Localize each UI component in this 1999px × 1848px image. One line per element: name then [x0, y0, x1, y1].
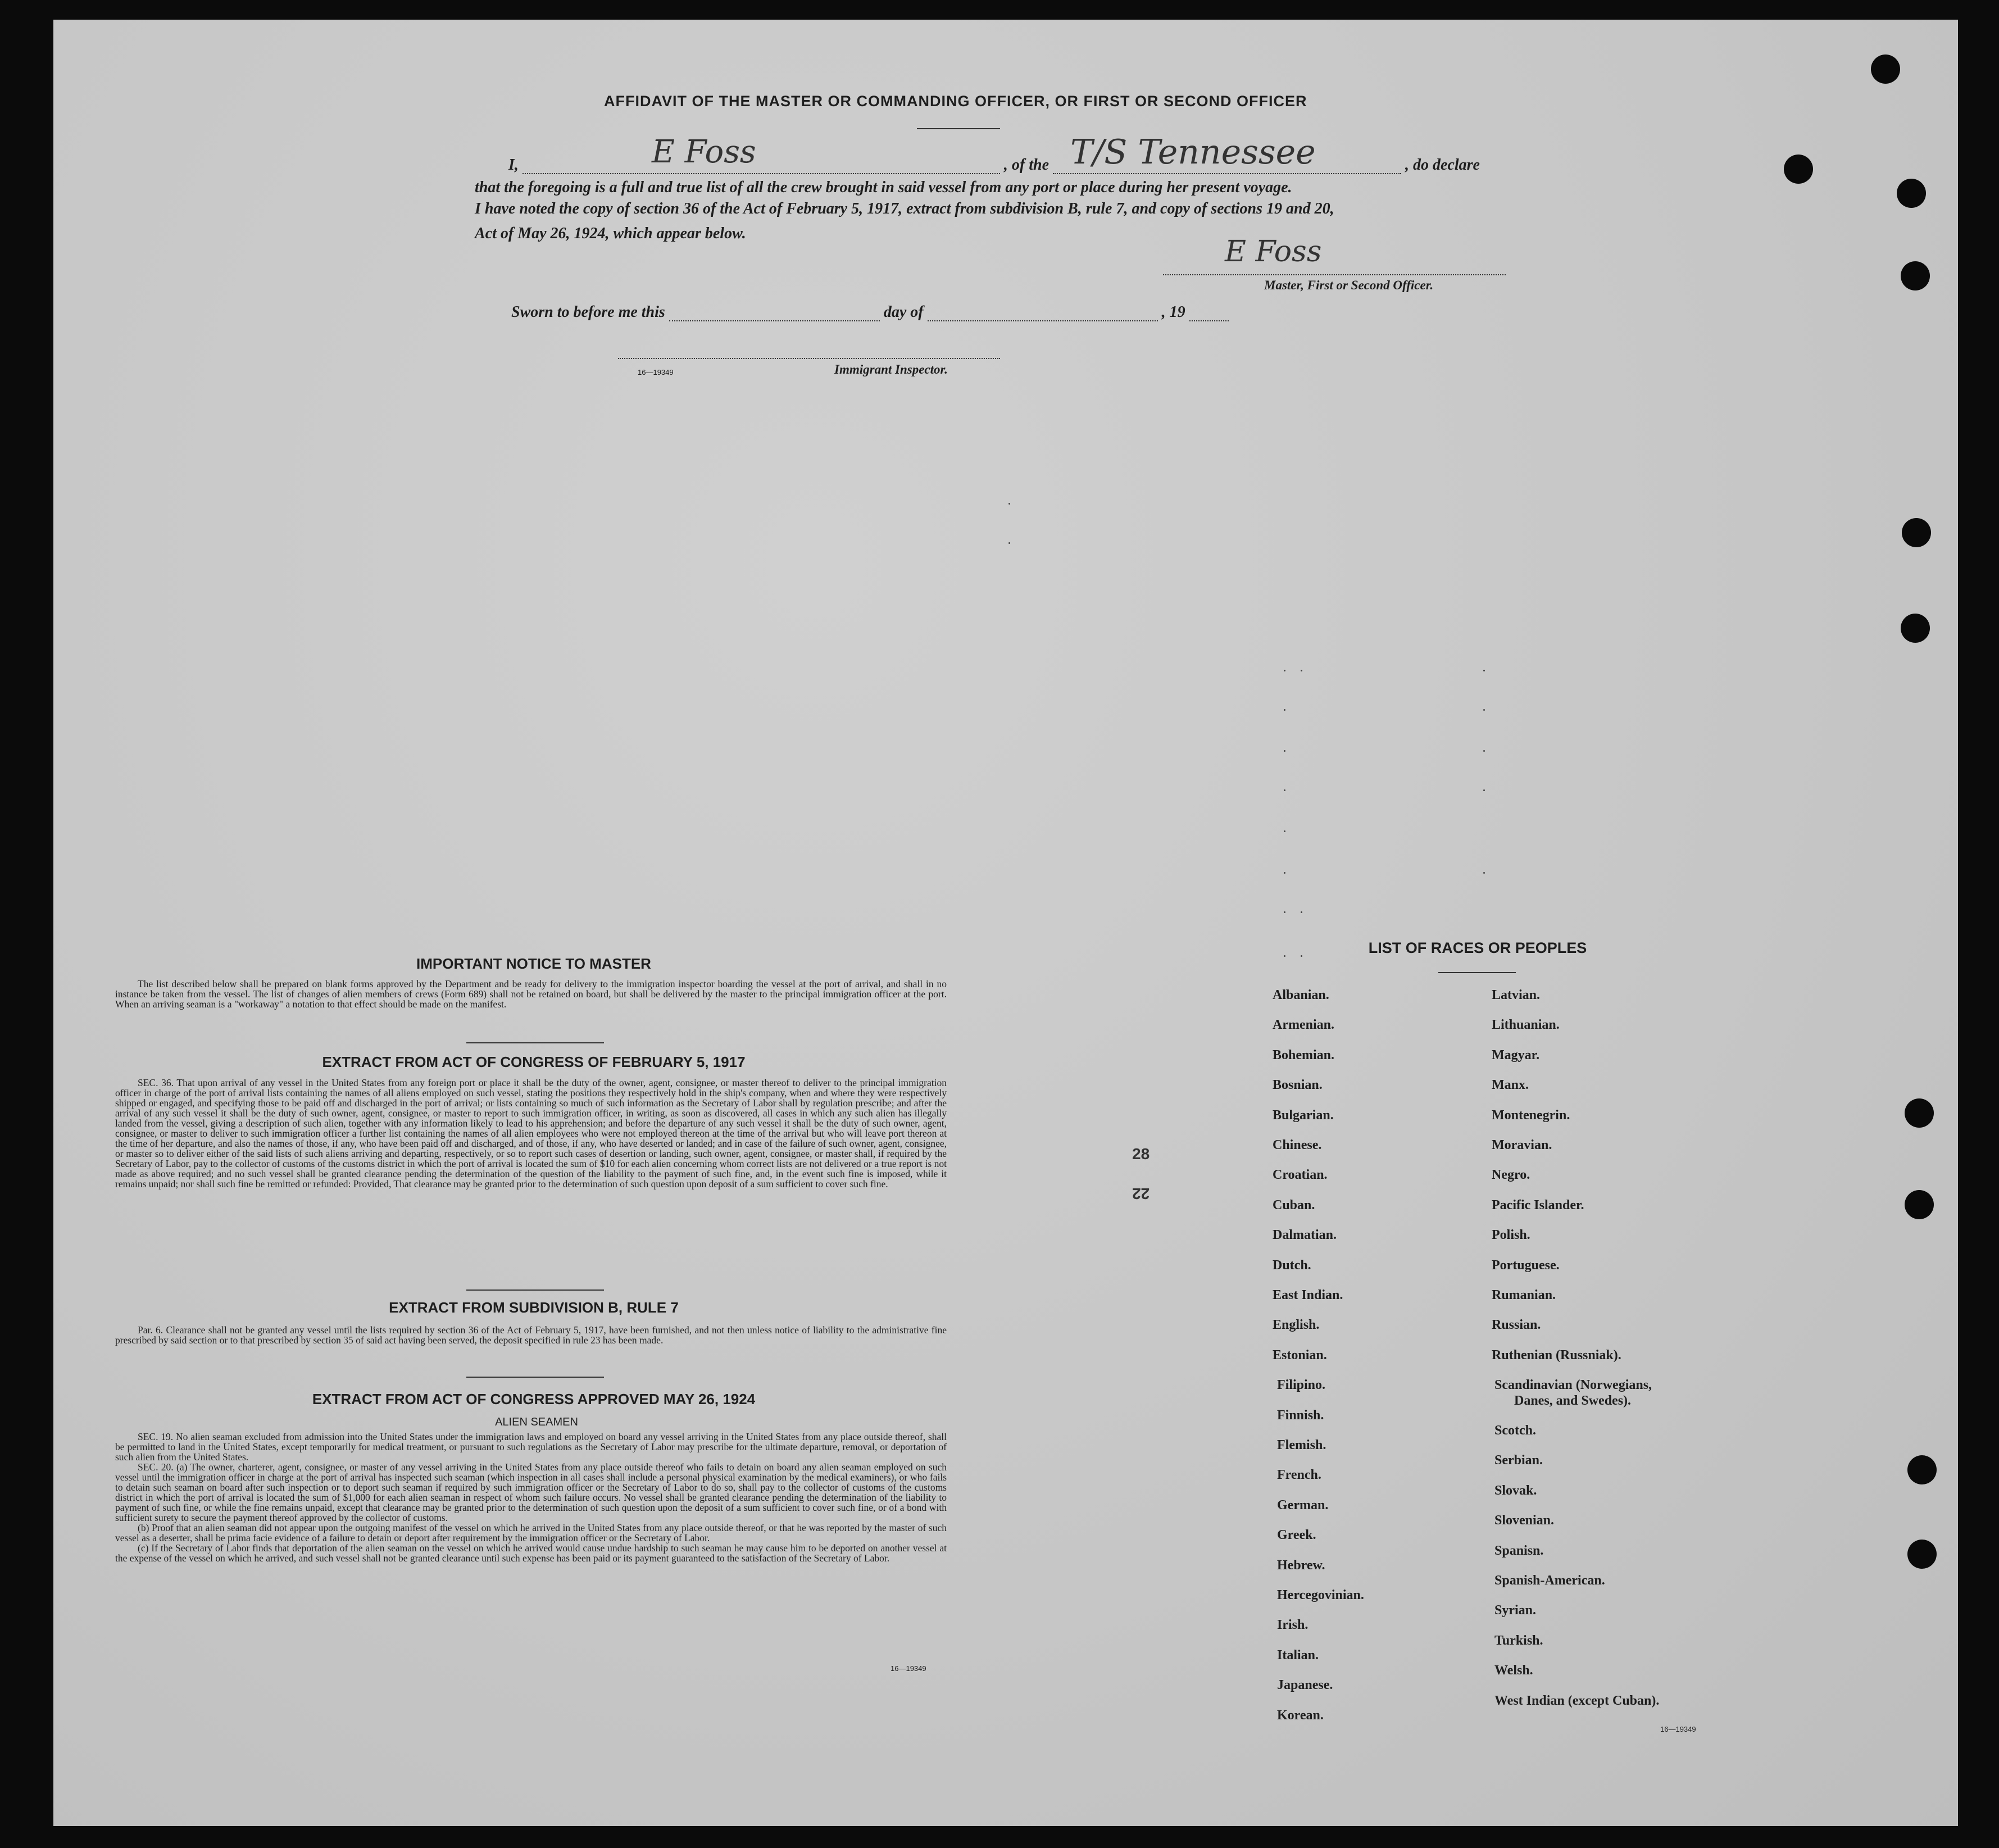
race-item: Croatian.: [1273, 1168, 1328, 1183]
affidavit-title: AFFIDAVIT OF THE MASTER OR COMMANDING OFFICER, OR FIRST OR SECOND OFFICER: [604, 93, 1307, 110]
alien-seamen-subtitle: ALIEN SEAMEN: [495, 1416, 578, 1428]
section-rule: [466, 1042, 604, 1043]
binder-hole: [1902, 518, 1931, 547]
race-item: Welsh.: [1494, 1663, 1533, 1678]
binder-hole: [1901, 261, 1930, 290]
speck: [1284, 911, 1285, 913]
binder-hole: [1907, 1455, 1937, 1484]
race-item: Manx.: [1492, 1078, 1529, 1093]
inspector-caption: Immigrant Inspector.: [834, 362, 948, 376]
race-item: Russian.: [1492, 1318, 1541, 1333]
race-item: Negro.: [1492, 1168, 1530, 1183]
speck: [1284, 709, 1285, 711]
race-item: East Indian.: [1273, 1288, 1343, 1302]
race-item: Slovenian.: [1494, 1513, 1555, 1528]
extract-1924-title: EXTRACT FROM ACT OF CONGRESS APPROVED MAY 26, 1924: [312, 1391, 756, 1407]
race-item: Lithuanian.: [1492, 1018, 1560, 1033]
signature-caption: Master, First or Second Officer.: [1264, 278, 1434, 292]
title-rule: [917, 128, 1000, 129]
section-rule: [466, 1289, 604, 1291]
binder-hole: [1784, 155, 1813, 184]
sworn-year-label: , 19: [1161, 303, 1185, 321]
binder-hole: [1897, 179, 1926, 208]
affidavit-form-number: 16—19349: [638, 368, 674, 376]
race-item: Albanian.: [1273, 988, 1329, 1002]
sworn-day-field: [669, 306, 880, 321]
races-form-number: 16—19349: [1660, 1725, 1696, 1733]
race-item: Rumanian.: [1492, 1288, 1556, 1302]
race-item: Scandinavian (Norwegians,: [1494, 1378, 1652, 1393]
race-item: Portuguese.: [1492, 1257, 1560, 1273]
officer-signature-handwriting: E Foss: [1225, 235, 1322, 269]
affidavit-line3: I have noted the copy of section 36 of the Act of February 5, 1917, extract from subdivision B, rule 7, and copy of sections 19 and 20,: [475, 200, 1334, 217]
race-item: Bosnian.: [1273, 1078, 1323, 1093]
race-item: Japanese.: [1277, 1678, 1333, 1693]
sworn-prefix: Sworn to before me this: [511, 303, 665, 321]
binder-hole: [1905, 1098, 1934, 1128]
do-declare-label: , do declare: [1405, 156, 1480, 174]
race-item: Spanisn.: [1494, 1543, 1544, 1558]
speck: [1008, 503, 1010, 505]
speck: [1301, 955, 1302, 957]
speck: [1483, 750, 1485, 752]
extract-form-number: 16—19349: [891, 1664, 926, 1673]
race-item: Greek.: [1277, 1528, 1316, 1543]
race-item: Irish.: [1277, 1618, 1309, 1633]
notice-body: [115, 979, 947, 1009]
sec-19-paragraph: SEC. 19. No alien seaman excluded from admission into the United States under the immigration laws and employed on board any vessel arriving in the United States from any place outside thereof, shall be permitted to land in the United States, except temporarily for medical treatment, or pursuant to such regulations as the Secretary of Labor may prescribe for the ultimate departure, removal, or deportation of such alien from the United States.: [115, 1431, 947, 1463]
affidavit-i-label: I,: [508, 156, 519, 174]
race-item: Dalmatian.: [1273, 1228, 1337, 1243]
par-6-paragraph: Par. 6. Clearance shall not be granted any vessel until the lists required by section 36 of the Act of February 5, 1917, have been furnished, and not then unless notice of liability to the administrative fine prescribed by said section or to that prescribed by section 35 of said act having been served, the deposit specified in rule 23 has been made.: [115, 1324, 947, 1346]
speck: [1301, 670, 1302, 671]
margin-mark: 22: [1132, 1185, 1150, 1202]
race-item: Chinese.: [1273, 1138, 1322, 1152]
inspector-signature-line: [618, 358, 1000, 359]
race-item: French.: [1277, 1468, 1321, 1483]
binder-hole: [1905, 1190, 1934, 1219]
race-item: Cuban.: [1273, 1197, 1315, 1213]
race-item: Syrian.: [1494, 1603, 1537, 1618]
notice-paragraph: The list described below shall be prepared on blank forms approved by the Department and be ready for delivery to the immigration inspector boarding the vessel at the port of arrival, and shall in no instance be taken from the vessel. The list of changes of alien members of crews (Form 689) shall not be retained on board, but shall be delivered by the master to the principal immigration officer at the port. When an arriving seaman is a "workaway" a notation to that effect should be made on the manifest.: [115, 978, 947, 1010]
speck: [1284, 789, 1285, 791]
speck: [1284, 955, 1285, 957]
race-item: Latvian.: [1492, 988, 1541, 1002]
race-item: Hercegovinian.: [1277, 1588, 1364, 1602]
of-the-label: , of the: [1003, 156, 1050, 174]
speck: [1483, 709, 1485, 711]
race-item: Korean.: [1277, 1708, 1324, 1723]
margin-mark: 28: [1132, 1145, 1150, 1163]
race-item: Scotch.: [1494, 1423, 1536, 1438]
sec-20b-paragraph: (b) Proof that an alien seaman did not appear upon the outgoing manifest of the vessel on which he arrived in the United States from any place outside thereof, or that he was reported by the master of such vessel as a deserter, shall be prima facie evidence of a failure to detain or deport after requirement by the immigration officer or the Secretary of Labor.: [115, 1522, 947, 1543]
master-name-handwriting: E Foss: [652, 134, 756, 170]
race-item: Spanish-American.: [1494, 1573, 1605, 1588]
race-item: English.: [1273, 1318, 1320, 1333]
sworn-day-label: day of: [883, 303, 924, 321]
extract-1924-body: [115, 1432, 947, 1563]
extract-1917-body: [115, 1078, 947, 1189]
race-item: Italian.: [1277, 1647, 1319, 1663]
races-title: LIST OF RACES OR PEOPLES: [1368, 939, 1587, 956]
race-item: Bohemian.: [1273, 1047, 1335, 1063]
race-item: German.: [1277, 1497, 1329, 1513]
race-item: Montenegrin.: [1492, 1107, 1570, 1123]
speck: [1284, 670, 1285, 671]
race-item: Armenian.: [1273, 1018, 1334, 1033]
binder-hole: [1871, 55, 1900, 84]
section-rule: [466, 1377, 604, 1378]
race-item: Estonian.: [1273, 1347, 1327, 1363]
race-item: Serbian.: [1494, 1453, 1543, 1468]
race-item: Dutch.: [1273, 1257, 1311, 1273]
speck: [1284, 830, 1285, 832]
race-item: Danes, and Swedes).: [1514, 1393, 1632, 1408]
speck: [1301, 911, 1302, 913]
sworn-year-field: [1189, 306, 1229, 321]
race-item: Polish.: [1492, 1228, 1530, 1243]
speck: [1483, 670, 1485, 671]
speck: [1483, 789, 1485, 791]
speck: [1008, 542, 1010, 544]
race-item: Flemish.: [1277, 1438, 1326, 1452]
sec-20a-paragraph: SEC. 20. (a) The owner, charterer, agent, consignee, or master of any vessel arriving in the United States from any place outside thereof who fails to detain on board any alien seaman employed on such vessel until the immigration officer in charge at the port of arrival has inspected such seaman (which inspection in all cases shall include a personal physical examination by the medical examiners), or who fails to detain such seaman on board after such inspection or to deport such seaman if required by such immigration officer or the Secretary of Labor to do so, shall pay to the collector of customs of the customs district in which the port of arrival is located the sum of $1,000 for each alien seaman in respect of whom such failure occurs. No vessel shall be granted clearance pending the determination of the liability to payment of such fine, or while the fine remains unpaid, except that clearance may be granted prior to the determination of such question upon the deposit of a sum sufficient to cover such fine, or of a bond with sufficient surety to secure the payment thereof approved by the collector of customs.: [115, 1461, 947, 1523]
race-item: Filipino.: [1277, 1378, 1326, 1393]
sworn-month-field: [928, 306, 1158, 321]
race-item: Finnish.: [1277, 1407, 1324, 1423]
race-item: Magyar.: [1492, 1047, 1540, 1063]
race-item: Bulgarian.: [1273, 1107, 1334, 1123]
vessel-name-handwriting: T/S Tennessee: [1070, 133, 1316, 172]
rule-7-body: [115, 1325, 947, 1345]
race-item: West Indian (except Cuban).: [1494, 1693, 1660, 1708]
sec-36-paragraph: SEC. 36. That upon arrival of any vessel in the United States from any foreign port or place it shall be the duty of the owner, agent, consignee, or master thereof to deliver to the principal immigration officer in charge of the port of arrival lists containing the names of all aliens employed on such vessel, stating the positions they respectively hold in the ship's company, when and where they were respectively shipped or engaged, and specifying those to be paid off and discharged in the port of arrival; or lists containing so much of such information as the Secretary of Labor shall by regulation prescribe; and after the arrival of any such vessel it shall be the duty of such owner, agent, consignee, or master to report to such immigration officer, in writing, as soon as discovered, all cases in which any such alien has illegally landed from the vessel, giving a description of such alien, together with any information likely to lead to his apprehension; and before the departure of any such vessel it shall be the duty of such owner, agent, consignee, or master to deliver to such immigration officer a further list containing the names of all alien employees who were not employed thereon at the time of the arrival but who will leave port thereon at the time of her departure, and also the names of those, if any, who have been paid off and discharged, and of those, if any, who have deserted or landed; and in case of the failure of such owner, agent, consignee, or master so to deliver either of the said lists of such aliens arriving and departing, respectively, or so to report such cases of desertion or landing, such owner, agent, consignee, or master shall, if required by the Secretary of Labor, pay to the collector of customs of the customs district in which the port of arrival is located the sum of $10 for each alien concerning whom correct lists are not delivered or a true report is not made as above required; and no such vessel shall be granted clearance pending the determination of the question of the liability to the payment of such fine, and, in the event such fine is imposed, while it remains unpaid; nor shall such fine be remitted or refunded: Provided, That clearance may be granted prior to the determination of such question upon deposit of a sum sufficient to cover such fine.: [115, 1077, 947, 1189]
affidavit-line2: that the foregoing is a full and true list of all the crew brought in said vessel from any port or place during her present voyage.: [475, 179, 1292, 196]
races-rule: [1438, 972, 1516, 973]
signature-dotted-line: [1163, 274, 1506, 275]
race-item: Pacific Islander.: [1492, 1197, 1584, 1213]
extract-1917-title: EXTRACT FROM ACT OF CONGRESS OF FEBRUARY 5, 1917: [322, 1054, 746, 1070]
speck: [1284, 872, 1285, 874]
race-item: Ruthenian (Russniak).: [1492, 1347, 1621, 1363]
race-item: Slovak.: [1494, 1483, 1537, 1498]
binder-hole: [1907, 1540, 1937, 1569]
sec-20c-paragraph: (c) If the Secretary of Labor finds that deportation of the alien seaman on the vessel on which he arrived would cause undue hardship to such seaman he may cause him to be deported on another vessel at the expense of the vessel on which he arrived, and such vessel shall not be granted clearance until such expense has been paid or its payment guaranteed to the satisfaction of the Secretary of Labor.: [115, 1542, 947, 1564]
speck: [1483, 872, 1485, 874]
race-item: Turkish.: [1494, 1633, 1543, 1648]
race-item: Hebrew.: [1277, 1558, 1325, 1573]
affidavit-line4: Act of May 26, 1924, which appear below.: [475, 225, 746, 242]
sworn-line: [511, 303, 1229, 321]
binder-hole: [1901, 614, 1930, 643]
rule-7-title: EXTRACT FROM SUBDIVISION B, RULE 7: [389, 1299, 679, 1316]
speck: [1284, 750, 1285, 752]
master-name-field: [523, 156, 1000, 174]
race-item: Moravian.: [1492, 1138, 1552, 1152]
notice-title: IMPORTANT NOTICE TO MASTER: [416, 955, 651, 972]
